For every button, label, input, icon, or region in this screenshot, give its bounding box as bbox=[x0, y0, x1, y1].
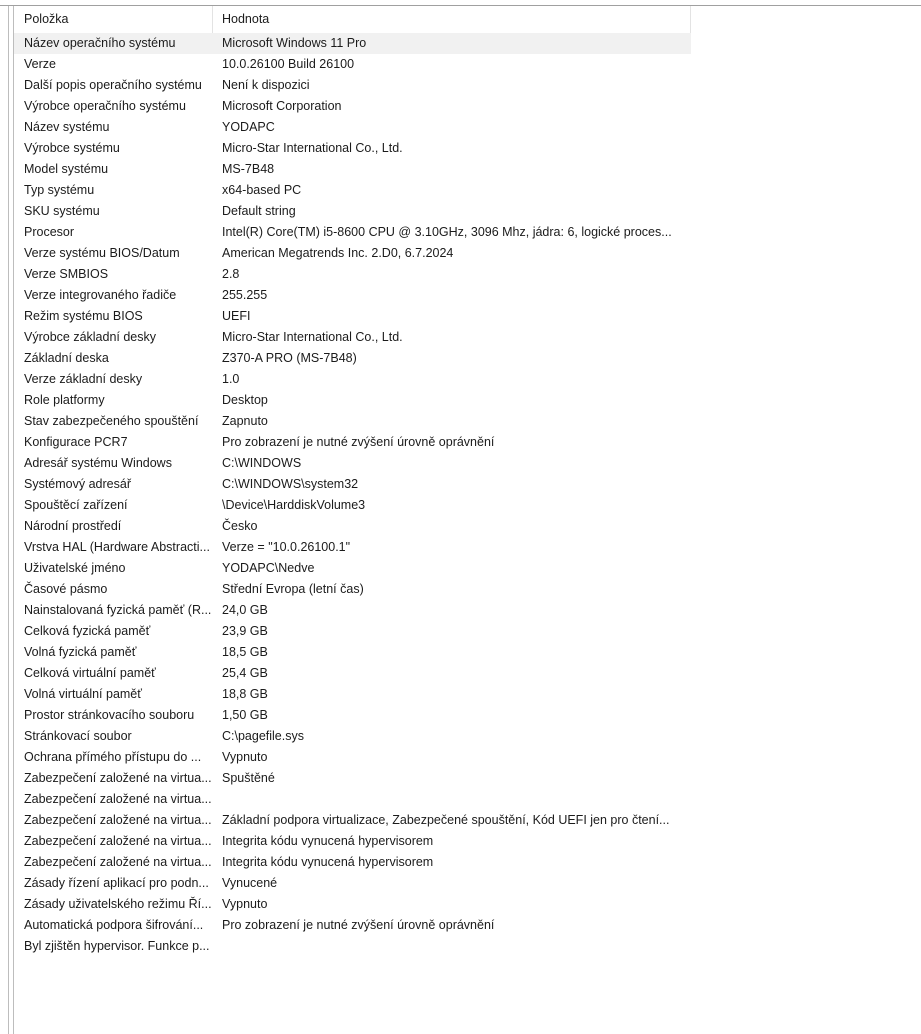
table-row[interactable] bbox=[14, 726, 691, 747]
value-cell: 25,4 GB bbox=[222, 666, 268, 680]
item-cell: Adresář systému Windows bbox=[24, 456, 172, 470]
value-cell: Zapnuto bbox=[222, 414, 268, 428]
value-cell: Default string bbox=[222, 204, 296, 218]
value-cell: x64-based PC bbox=[222, 183, 302, 197]
table-row[interactable] bbox=[14, 663, 691, 684]
value-cell: 10.0.26100 Build 26100 bbox=[222, 57, 355, 71]
item-cell: Název systému bbox=[24, 120, 110, 134]
value-cell: Není k dispozici bbox=[222, 78, 310, 92]
item-cell: Výrobce systému bbox=[24, 141, 120, 155]
value-cell: Z370-A PRO (MS-7B48) bbox=[222, 351, 357, 365]
item-cell: Základní deska bbox=[24, 351, 109, 365]
value-cell: Česko bbox=[222, 519, 258, 533]
table-row[interactable] bbox=[14, 558, 691, 579]
value-cell: Integrita kódu vynucená hypervisorem bbox=[222, 855, 434, 869]
value-cell: Pro zobrazení je nutné zvýšení úrovně oprávnění bbox=[222, 918, 495, 932]
item-cell: Systémový adresář bbox=[24, 477, 131, 491]
value-cell: C:\pagefile.sys bbox=[222, 729, 304, 743]
item-cell: SKU systému bbox=[24, 204, 100, 218]
item-cell: Celková fyzická paměť bbox=[24, 624, 151, 638]
value-cell: C:\WINDOWS bbox=[222, 456, 302, 470]
table-row[interactable] bbox=[14, 432, 691, 453]
value-cell bbox=[213, 936, 691, 957]
item-cell: Vrstva HAL (Hardware Abstracti... bbox=[24, 540, 210, 554]
value-cell: 2.8 bbox=[222, 267, 240, 281]
item-cell: Automatická podpora šifrování... bbox=[24, 918, 204, 932]
item-cell: Verze SMBIOS bbox=[24, 267, 109, 281]
value-cell: 23,9 GB bbox=[222, 624, 268, 638]
item-cell: Typ systému bbox=[24, 183, 95, 197]
value-cell: C:\WINDOWS\system32 bbox=[222, 477, 359, 491]
item-cell: Volná fyzická paměť bbox=[24, 645, 137, 659]
value-cell: Integrita kódu vynucená hypervisorem bbox=[222, 834, 434, 848]
table-row[interactable] bbox=[14, 642, 691, 663]
item-cell: Verze bbox=[24, 57, 56, 71]
table-row[interactable] bbox=[14, 936, 691, 957]
table-row[interactable] bbox=[14, 579, 691, 600]
item-cell: Verze integrovaného řadiče bbox=[24, 288, 177, 302]
item-cell: Role platformy bbox=[24, 393, 105, 407]
item-cell: Další popis operačního systému bbox=[24, 78, 202, 92]
item-cell: Výrobce základní desky bbox=[24, 330, 157, 344]
item-cell: Zabezpečení založené na virtua... bbox=[24, 855, 212, 869]
value-cell: 255.255 bbox=[222, 288, 268, 302]
table-row[interactable] bbox=[14, 852, 691, 873]
table-row[interactable] bbox=[14, 705, 691, 726]
value-cell: Micro-Star International Co., Ltd. bbox=[222, 141, 403, 155]
value-cell bbox=[213, 789, 691, 810]
table-row[interactable] bbox=[14, 54, 691, 75]
table-row[interactable] bbox=[14, 33, 691, 54]
table-row[interactable] bbox=[14, 495, 691, 516]
item-cell: Zásady řízení aplikací pro podn... bbox=[24, 876, 209, 890]
item-cell: Zabezpečení založené na virtua... bbox=[24, 813, 212, 827]
value-cell: Spuštěné bbox=[222, 771, 275, 785]
item-cell: Verze základní desky bbox=[24, 372, 143, 386]
item-cell: Národní prostředí bbox=[24, 519, 122, 533]
value-cell: MS-7B48 bbox=[222, 162, 275, 176]
column-header-item[interactable]: Položka bbox=[14, 6, 213, 33]
item-cell: Model systému bbox=[24, 162, 109, 176]
item-cell: Stránkovací soubor bbox=[24, 729, 132, 743]
table-row[interactable] bbox=[14, 348, 691, 369]
table-row[interactable] bbox=[14, 96, 691, 117]
item-cell: Celková virtuální paměť bbox=[24, 666, 156, 680]
item-cell: Zásady uživatelského režimu Ří... bbox=[24, 897, 212, 911]
table-row[interactable] bbox=[14, 138, 691, 159]
table-row[interactable] bbox=[14, 180, 691, 201]
table-row[interactable] bbox=[14, 684, 691, 705]
table-row[interactable] bbox=[14, 222, 691, 243]
value-cell: Vypnuto bbox=[222, 750, 268, 764]
item-cell: Procesor bbox=[24, 225, 75, 239]
item-cell: Stav zabezpečeného spouštění bbox=[24, 414, 199, 428]
value-cell: Střední Evropa (letní čas) bbox=[222, 582, 364, 596]
table-row[interactable] bbox=[14, 369, 691, 390]
table-row[interactable] bbox=[14, 75, 691, 96]
table-row[interactable] bbox=[14, 894, 691, 915]
value-cell: YODAPC bbox=[222, 120, 275, 134]
column-header-value[interactable]: Hodnota bbox=[213, 6, 691, 33]
table-row[interactable] bbox=[14, 285, 691, 306]
table-row[interactable] bbox=[14, 873, 691, 894]
item-cell: Časové pásmo bbox=[24, 582, 108, 596]
value-cell: Verze = "10.0.26100.1" bbox=[222, 540, 351, 554]
value-cell: UEFI bbox=[222, 309, 251, 323]
table-row[interactable] bbox=[14, 789, 691, 810]
system-summary-list bbox=[14, 6, 921, 957]
item-cell: Verze systému BIOS/Datum bbox=[24, 246, 180, 260]
item-cell: Nainstalovaná fyzická paměť (R... bbox=[24, 603, 212, 617]
value-cell: American Megatrends Inc. 2.D0, 6.7.2024 bbox=[222, 246, 454, 260]
pane-splitter[interactable] bbox=[8, 6, 9, 1034]
table-row[interactable] bbox=[14, 747, 691, 768]
table-row[interactable] bbox=[14, 810, 691, 831]
list-header bbox=[14, 6, 921, 33]
value-cell: Microsoft Windows 11 Pro bbox=[222, 36, 367, 50]
item-cell: Ochrana přímého přístupu do ... bbox=[24, 750, 202, 764]
item-cell: Konfigurace PCR7 bbox=[24, 435, 128, 449]
table-row[interactable] bbox=[14, 201, 691, 222]
item-cell: Uživatelské jméno bbox=[24, 561, 126, 575]
table-row[interactable] bbox=[14, 306, 691, 327]
value-cell: 1,50 GB bbox=[222, 708, 268, 722]
table-row[interactable] bbox=[14, 600, 691, 621]
item-cell: Zabezpečení založené na virtua... bbox=[24, 834, 212, 848]
table-row[interactable] bbox=[14, 831, 691, 852]
table-row[interactable] bbox=[14, 390, 691, 411]
table-row[interactable] bbox=[14, 915, 691, 936]
value-cell: 18,5 GB bbox=[222, 645, 268, 659]
table-row[interactable] bbox=[14, 264, 691, 285]
table-row[interactable] bbox=[14, 411, 691, 432]
item-cell: Volná virtuální paměť bbox=[24, 687, 142, 701]
value-cell: Vypnuto bbox=[222, 897, 268, 911]
table-row[interactable] bbox=[14, 516, 691, 537]
value-cell: \Device\HarddiskVolume3 bbox=[222, 498, 366, 512]
list-rows bbox=[14, 33, 921, 957]
item-cell: Výrobce operačního systému bbox=[24, 99, 186, 113]
item-cell: Zabezpečení založené na virtua... bbox=[24, 792, 212, 806]
item-cell: Zabezpečení založené na virtua... bbox=[24, 771, 212, 785]
value-cell: Základní podpora virtualizace, Zabezpečené spouštění, Kód UEFI jen pro čtení... bbox=[222, 813, 670, 827]
value-cell: Desktop bbox=[222, 393, 268, 407]
value-cell: 24,0 GB bbox=[222, 603, 268, 617]
table-row[interactable] bbox=[14, 327, 691, 348]
table-row[interactable] bbox=[14, 474, 691, 495]
value-cell: 1.0 bbox=[222, 372, 240, 386]
table-row[interactable] bbox=[14, 768, 691, 789]
value-cell: Microsoft Corporation bbox=[222, 99, 342, 113]
table-row[interactable] bbox=[14, 117, 691, 138]
table-row[interactable] bbox=[14, 453, 691, 474]
value-cell: 18,8 GB bbox=[222, 687, 268, 701]
item-cell: Název operačního systému bbox=[24, 36, 176, 50]
table-row[interactable] bbox=[14, 159, 691, 180]
table-row[interactable] bbox=[14, 243, 691, 264]
value-cell: YODAPC\Nedve bbox=[222, 561, 315, 575]
item-cell: Prostor stránkovacího souboru bbox=[24, 708, 195, 722]
item-cell: Spouštěcí zařízení bbox=[24, 498, 128, 512]
value-cell: Vynucené bbox=[222, 876, 278, 890]
table-row[interactable] bbox=[14, 537, 691, 558]
value-cell: Pro zobrazení je nutné zvýšení úrovně oprávnění bbox=[222, 435, 495, 449]
value-cell: Micro-Star International Co., Ltd. bbox=[222, 330, 403, 344]
table-row[interactable] bbox=[14, 621, 691, 642]
value-cell: Intel(R) Core(TM) i5-8600 CPU @ 3.10GHz, 3096 Mhz, jádra: 6, logické proces... bbox=[222, 225, 672, 239]
item-cell: Režim systému BIOS bbox=[24, 309, 143, 323]
item-cell: Byl zjištěn hypervisor. Funkce p... bbox=[24, 939, 210, 953]
